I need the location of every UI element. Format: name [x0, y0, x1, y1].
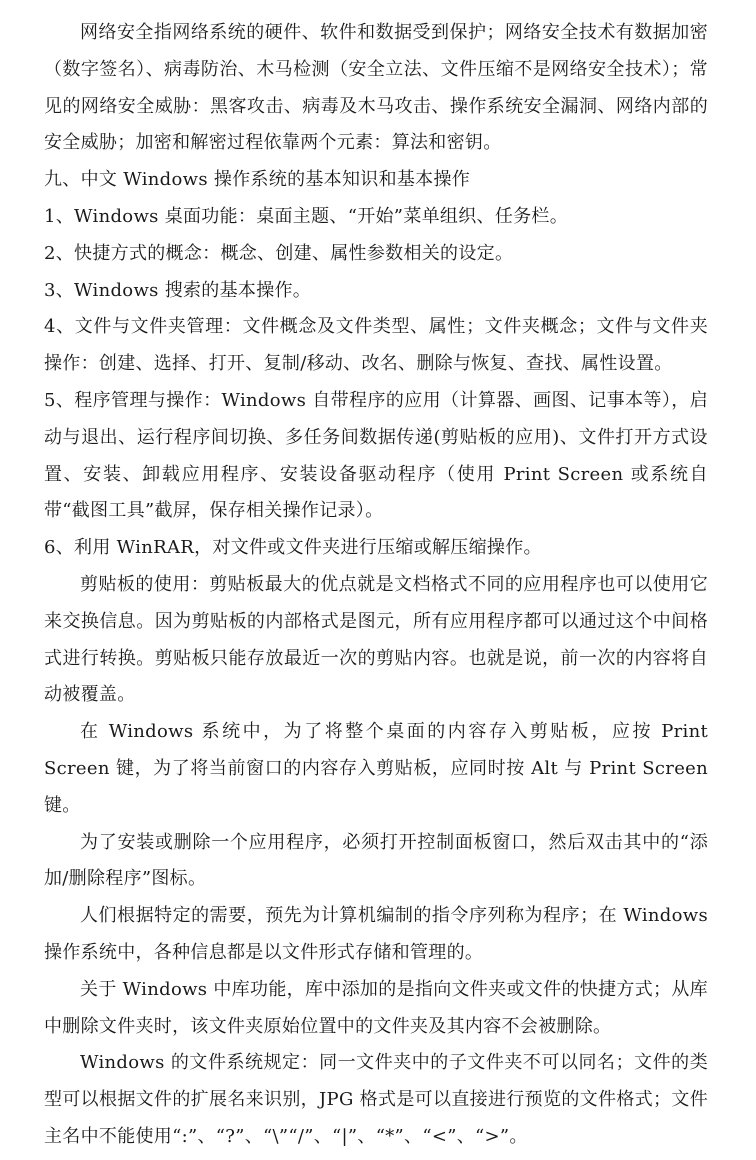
list-item-winrar: 6、利用 WinRAR，对文件或文件夹进行压缩或解压缩操作。 — [44, 537, 542, 559]
section-heading-windows: 九、中文 Windows 操作系统的基本知识和基本操作 — [44, 169, 471, 191]
paragraph-network-security: 网络安全指网络系统的硬件、软件和数据受到保护；网络安全技术有数据加密（数字签名）、病毒防治、木马检测（安全立法、文件压缩不是网络安全技术）；常见的网络安全威胁：黑客攻击、病毒及木马攻击、操作系统安全漏洞、网络内部的安全威胁；加密和解密过程依靠两个元素：算法和密钥。 — [44, 22, 708, 154]
list-item-shortcut: 2、快捷方式的概念：概念、创建、属性参数相关的设定。 — [44, 242, 514, 264]
paragraph-add-remove-programs: 为了安装或删除一个应用程序，必须打开控制面板窗口，然后双击其中的“添加/删除程序”图标。 — [44, 831, 708, 890]
list-item-program-management: 5、程序管理与操作：Windows 自带程序的应用（计算器、画图、记事本等），启动与退出、运行程序间切换、多任务间数据传递(剪贴板的应用)、文件打开方式设置、安装、卸载应用程序、安装设备驱动程序（使用 Print Screen 或系统自带“截图工具”截屏，保存相关操作记录）。 — [44, 389, 708, 522]
paragraph-library: 关于 Windows 中库功能，库中添加的是指向文件夹或文件的快捷方式；从库中删除文件夹时，该文件夹原始位置中的文件夹及其内容不会被删除。 — [44, 978, 708, 1037]
list-item-desktop: 1、Windows 桌面功能：桌面主题、“开始”菜单组织、任务栏。 — [44, 205, 569, 227]
list-item-search: 3、Windows 搜索的基本操作。 — [44, 279, 312, 301]
paragraph-print-screen: 在 Windows 系统中，为了将整个桌面的内容存入剪贴板，应按 Print Screen 键，为了将当前窗口的内容存入剪贴板，应同时按 Alt 与 Print Screen 键。 — [44, 721, 708, 816]
paragraph-clipboard: 剪贴板的使用：剪贴板最大的优点就是文档格式不同的应用程序也可以使用它来交换信息。因为剪贴板的内部格式是图元，所有应用程序都可以通过这个中间格式进行转换。剪贴板只能存放最近一次的剪贴内容。也就是说，前一次的内容将自动被覆盖。 — [44, 573, 708, 706]
paragraph-program-definition: 人们根据特定的需要，预先为计算机编制的指令序列称为程序；在 Windows 操作系统中，各种信息都是以文件形式存储和管理的。 — [44, 905, 708, 963]
document-page — [44, 15, 708, 1156]
paragraph-file-system-rules: Windows 的文件系统规定：同一文件夹中的子文件夹不可以同名；文件的类型可以根据文件的扩展名来识别，JPG 格式是可以直接进行预览的文件格式；文件主名中不能使用“:”、“?”、“\”“/”、“|”、“*”、“<”、“>”。 — [44, 1052, 708, 1147]
list-item-file-management: 4、文件与文件夹管理：文件概念及文件类型、属性；文件夹概念；文件与文件夹操作：创建、选择、打开、复制/移动、改名、删除与恢复、查找、属性设置。 — [44, 316, 708, 375]
